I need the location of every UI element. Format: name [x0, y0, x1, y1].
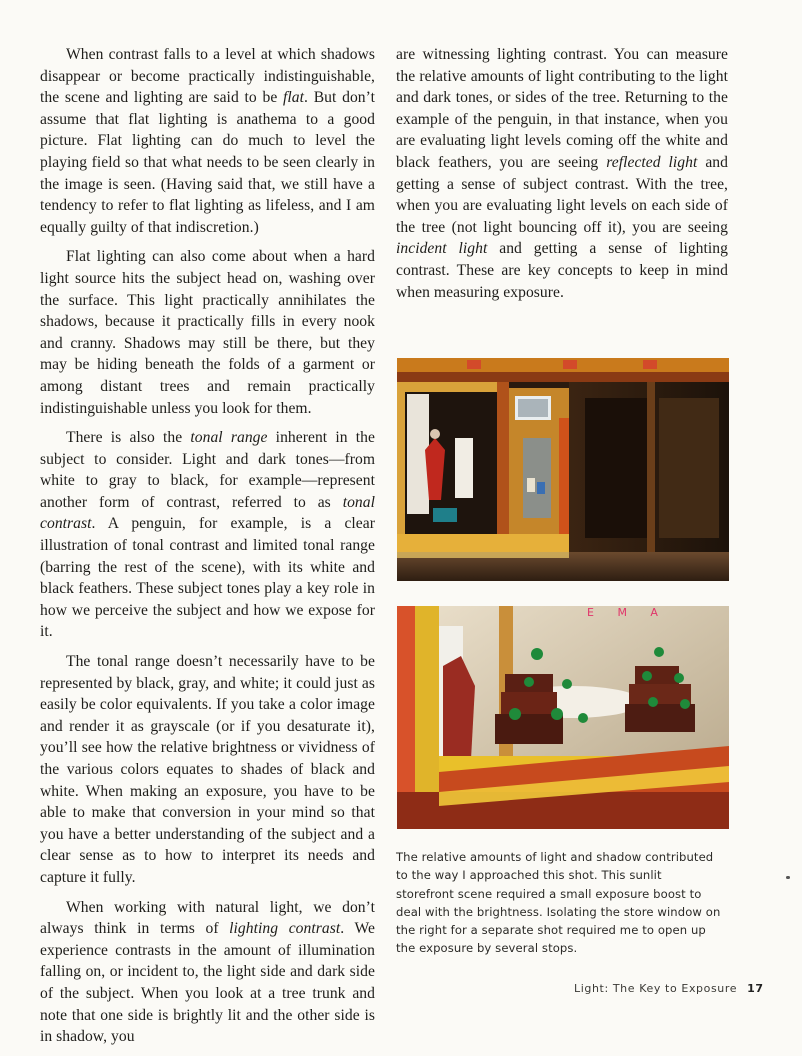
paragraph-flat-lighting: When contrast falls to a level at which shadows disappear or become practically indistinguishable, the scene and lighting are said to be flat. But don’t assume that flat lighting is anathema to a good picture. Flat lighting can do much to level the playing field so that what needs to be seen clearly in the image is seen. (Having said that, we still have a tendency to refer to flat lighting as lifeless, and I am equally guilty of that indiscretion.)	[40, 46, 375, 236]
storefront-photo	[397, 358, 729, 581]
paragraph-lighting-contrast: are witnessing lighting contrast. You can measure the relative amounts of light contributing to the light and dark tones, or sides of the tree. Returning to the example of the penguin, in that instance, when you are evaluating light levels coming off the white and black feathers, you are seeing reflected light and getting a sense of subject contrast. With the tree, when you are evaluating light levels on each side of the tree (not light bouncing off it), you are seeing incident light and getting a sense of lighting contrast. These are key concepts to keep in mind when measuring exposure.	[396, 46, 728, 301]
storefront-illustration	[397, 358, 729, 581]
paragraph-tonal-range: There is also the tonal range inherent in the subject to consider. Light and dark tones—from white to gray to black, for example—represent another form of contrast, referred to as tonal contrast. A penguin, for example, is a clear illustration of tonal contrast and limited tonal range (barring the rest of the scene), with its white and black feathers. These subject tones play a key role in how we perceive the subject and how we expose for it.	[40, 429, 375, 641]
right-text-column	[396, 44, 728, 311]
page-speck	[786, 876, 790, 879]
p1-tail: . But don’t assume that flat lighting is anathema to a good picture. Flat lighting can do much to level the playing field so that what needs to be seen clearly in the image is seen. (Having said that, we still have a tendency to refer to flat lighting as lifeless, and I am equally guilty of that indiscretion.)	[40, 89, 375, 236]
window-sign-text: E M A	[587, 606, 668, 619]
page-footer	[574, 982, 764, 995]
paragraph-natural-light: When working with natural light, we don’t always think in terms of lighting contrast. We experience contrasts in the amount of illumination falling on, or incident to, the light side and dark side of the subject. When you look at a tree trunk and note that one side is brightly lit and the other side is in shadow, you	[40, 898, 375, 1046]
paragraph-color-equivalents: The tonal range doesn’t necessarily have to be represented by black, gray, and white; it could just as easily be color equivalents. If you take a color image and render it as grayscale (or if you desaturate it), you’ll see how the relative brightness or vividness of the various colors equates to shades of black and white. When making an exposure, you have to be able to make that conversion in your mind so that you have a better understanding of the subject and a clear sense as to how to interpret its needs and capture it fully.	[40, 653, 375, 886]
store-window-illustration	[397, 606, 729, 829]
running-footer-title: Light: The Key to Exposure	[574, 982, 738, 995]
paragraph-hard-light: Flat lighting can also come about when a hard light source hits the subject head on, washing over the surface. This light practically annihilates the shadows, because it practically fills in every nook and cranny. Shadows may still be there, but they may be hiding beneath the folds of a garment or among distant trees and remain practically indistinguishable unless you look for them.	[40, 248, 375, 417]
page-number: 17	[747, 982, 764, 995]
photo-caption: The relative amounts of light and shadow contributed to the way I approached this shot. This sunlit storefront scene required a small exposure boost to deal with the brightness. Isolating the store window on the right for a separate shot required me to open up the exposure by several stops.	[396, 850, 721, 956]
store-window-photo	[397, 606, 729, 829]
left-text-column	[40, 44, 375, 1056]
